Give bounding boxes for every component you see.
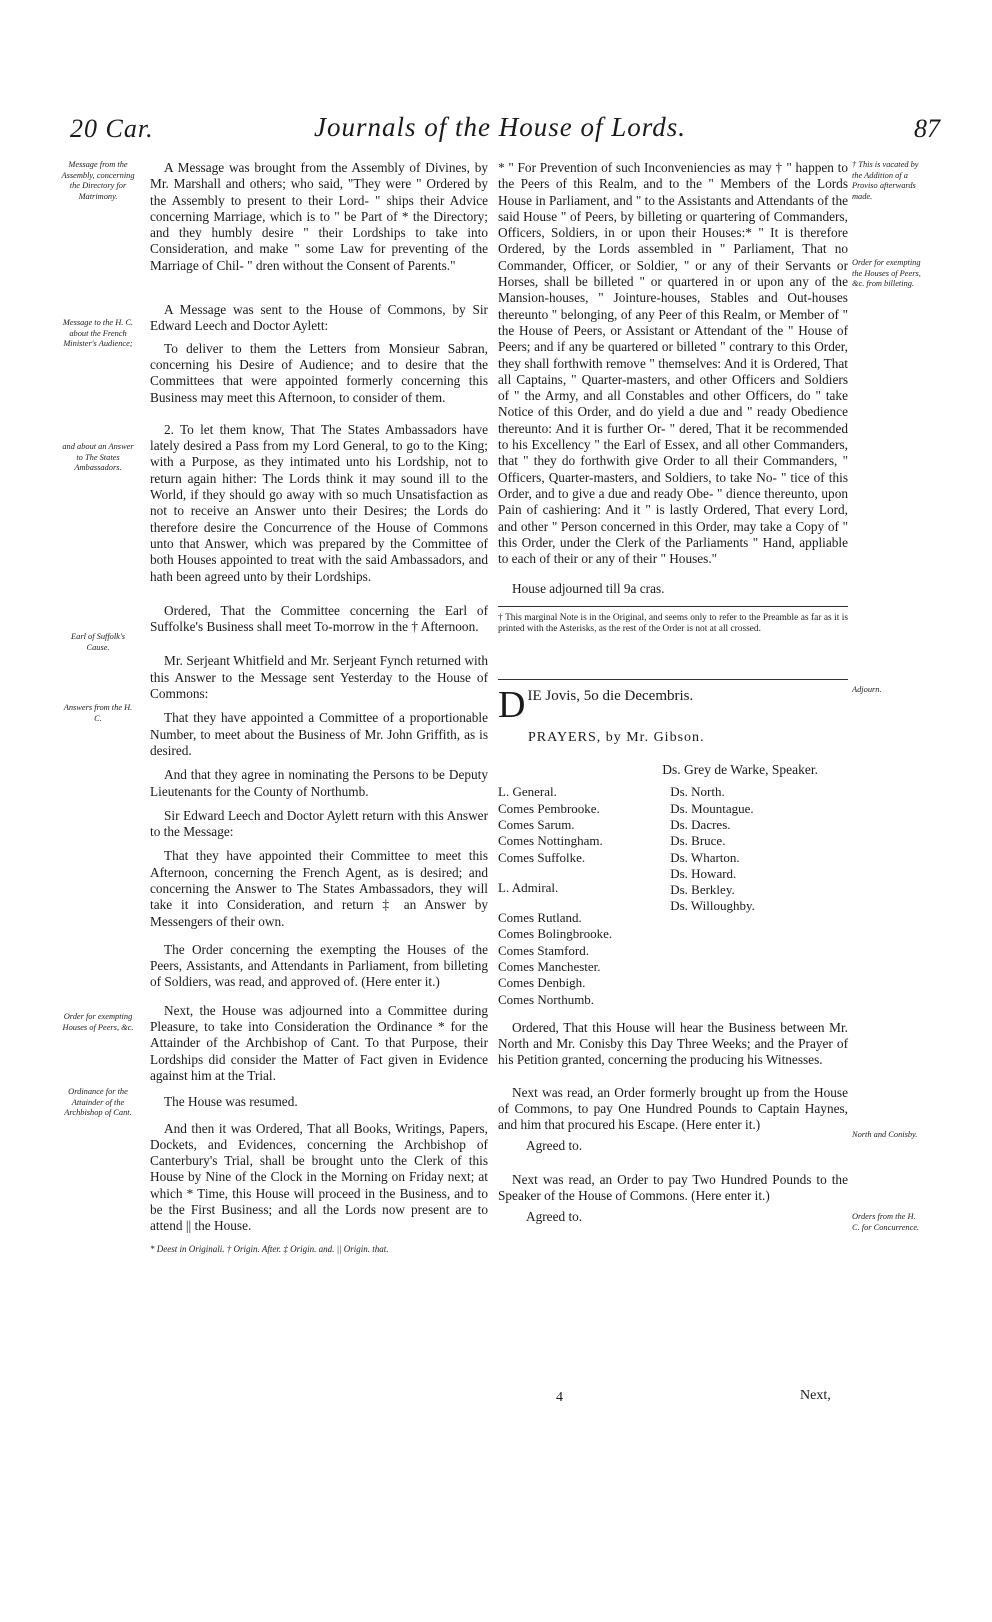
speaker-line: Ds. Grey de Warke, Speaker.: [662, 762, 818, 778]
margin-note: Ordinance for the Attainder of the Archbishop of Cant.: [64, 1087, 132, 1118]
roll-entry: Comes Nottingham.: [498, 833, 603, 849]
roll-entry: Comes Stamford.: [498, 942, 589, 958]
roll-entry: L. General.: [498, 784, 557, 800]
roll-right: [670, 784, 808, 1008]
roll-entry: Comes Bolingbrooke.: [498, 926, 613, 942]
paragraph: That they have appointed their Committee to meet this Afternoon, concerning the French Agent, as is desired; and concerning the Answer to The States Ambassadors, they will take it into Consideration, and return ‡ an Answer by Messengers of their own.: [150, 848, 488, 929]
paragraph: To deliver to them the Letters from Monsieur Sabran, concerning his Desire of Audience; and to desire that the Committees that were appointed formerly concerning this Business may meet this Afternoon, to consider of them.: [150, 340, 488, 405]
roll-entry: Comes Denbigh.: [498, 975, 586, 991]
paragraph: Next was read, an Order formerly brought up from the House of Commons, to pay One Hundred Pounds to Captain Haynes, and him that procured his Escape. (Here enter it.): [498, 1084, 848, 1133]
paragraph: Sir Edward Leech and Doctor Aylett return with this Answer to the Message:: [150, 807, 488, 840]
agreed-line: Agreed to.: [526, 1208, 583, 1224]
margin-note: North and Conisby.: [852, 1130, 918, 1139]
paragraph: Next, the House was adjourned into a Committee during Pleasure, to take into Consideration the Ordinance * for the Attainder of the Archbishop of Cant. To that Purpose, their Lordships did consider the Matter of Fact given in Evidence against him at the Trial.: [150, 1002, 488, 1083]
adjourned-line: House adjourned till 9a cras.: [512, 581, 665, 597]
roll-entry: L. Admiral.: [498, 879, 559, 895]
header-page-number: 87: [914, 114, 940, 143]
paragraph: A Message was brought from the Assembly of Divines, by Mr. Marshall and others; who said, "They were " Ordered by the Assembly to present to their Lord- " ships their Advice concerning Marriage, which is to " be Part of * the Directory; and they humbly desire " their Lordships to take into Consideration, and make " some Law for preventing of the Marriage of Chil- " dren without the Consent of Parents.": [150, 160, 488, 273]
attendance-roll: [498, 784, 848, 1008]
roll-entry: Ds. North.: [670, 784, 725, 800]
right-column: [498, 160, 848, 1231]
page-header: [60, 110, 940, 150]
roll-gap: [498, 866, 670, 880]
margin-note: Answers from the H. C.: [63, 703, 133, 723]
roll-entry: Ds. Howard.: [670, 865, 737, 881]
agreed-line: Agreed to.: [526, 1137, 583, 1153]
paragraph: And that they agree in nominating the Persons to be Deputy Lieutenants for the County of Northumb.: [150, 767, 488, 799]
roll-entry: Comes Suffolke.: [498, 849, 586, 865]
left-column: [150, 160, 488, 1257]
signature-mark: 4: [556, 1390, 563, 1405]
paragraph: Ordered, That the Committee concerning the Earl of Suffolke's Business shall meet To-morrow in the † Afternoon.: [150, 602, 488, 635]
margin-note: Adjourn.: [852, 685, 882, 694]
dateline-text: IE Jovis, 5o die Decembris.: [527, 687, 694, 704]
margin-note: † This is vacated by the Addition of a Proviso afterwards made.: [852, 160, 919, 201]
margin-note: Message from the Assembly, concerning the Directory for Matrimony.: [61, 160, 135, 201]
margin-note: Earl of Suffolk's Cause.: [71, 632, 125, 652]
order-text: * " For Prevention of such Inconveniencies as may † " happen to the Peers of this Realm, and to the " Members of the Lords House in Parliament, and " to the Assistants and Attendants of the said House " of Peers, by billeting or quartering of Commanders, Officers, Soldiers, in or upon their Houses:* " It is therefore Ordered, by the Lords assembled in " Parliament, That no Commander, Officer, or Soldier, " or any of their Servants or Horses, shall be billeted " or quartered in or upon any of the Mansion-houses, " Jointure-houses, Stables and Out-houses thereunto " belonging, of any Peer of this Realm, or Member of " the House of Peers, or Assistant or Attendant of the " House of Peers; and if any be quartered or billeted " contrary to this Order, they shall forthwith remove " themselves: And it is Ordered, That all Captains, " Quarter-masters, and other Officers and Soldiers of " the Army, and all Constables and other Officers, do " take Notice of this Order, and do yield a due and " ready Obedience thereunto: And it is further Or- " dered, That it be recommended to his Excellency " the Earl of Essex, and all other Commanders, that " they do forthwith give Order to all their Commanders, " Officers, Quarter-masters, and Soldiers, to take No- " tice of this Order, and to give a due and ready Obe- " dience thereunto, upon Pain of cashiering: And it " is lastly Ordered, That every Lord, and other " Person concerned in this Order, may take a Copy of " this Order, under the Clerk of the Parliaments " Hand, appliable to each of their or any of their " Houses.": [498, 160, 848, 567]
header-title: Journals of the House of Lords.: [313, 112, 686, 142]
roll-entry: Ds. Willoughby.: [670, 898, 755, 914]
roll-gap: [498, 896, 670, 910]
margin-note: Order for exempting the Houses of Peers, &c. from billeting.: [852, 258, 921, 289]
paragraph: The Order concerning the exempting the Houses of the Peers, Assistants, and Attendants in Parliament, from billeting of Soldiers, was read, and approved of. (Here enter it.): [150, 941, 488, 990]
roll-entry: Comes Sarum.: [498, 816, 575, 832]
roll-entry: Ds. Dacres.: [670, 816, 731, 832]
roll-entry: Comes Pembrooke.: [498, 800, 600, 816]
roll-entry: Comes Northumb.: [498, 991, 595, 1007]
prayers-line: PRAYERS, by Mr. Gibson.: [528, 729, 705, 745]
roll-entry: Ds. Berkley.: [670, 882, 735, 898]
drop-cap: D: [498, 683, 526, 726]
dateline: [498, 683, 848, 726]
header-regnal-year: 20 Car.: [70, 114, 154, 143]
paragraph: 2. To let them know, That The States Ambassadors have lately desired a Pass from my Lord General, to go to the King; with a Purpose, as they intimated unto his Lordship, not to return again hither: The Lords think it may sound ill to the World, if they should go away with so much Unsatisfaction as not to receive an Answer unto their Desires; the Lords do therefore desire the Concurrence of the House of Commons unto that Answer, which was prepared by the Committee of both Houses appointed to treat with the said Ambassadors, and hath been agreed unto by their Lordships.: [150, 421, 488, 584]
margin-note: and about an Answer to The States Ambassadors.: [62, 442, 134, 473]
roll-entry: Comes Rutland.: [498, 910, 582, 926]
roll-entry: Comes Manchester.: [498, 958, 601, 974]
paragraph: That they have appointed a Committee of a proportionable Number, to meet about the Business of Mr. John Griffith, as is desired.: [150, 710, 488, 758]
footnote: † This marginal Note is in the Original, and seems only to refer to the Preamble as far as it is printed with the Asterisks, as the rest of the Order is not at all crossed.: [498, 612, 848, 634]
paragraph: And then it was Ordered, That all Books, Writings, Papers, Dockets, and Evidences, concerning the Archbishop of Canterbury's Trial, shall be brought unto the Clerk of this House by Nine of the Clock in the Morning on Friday next; at which * Time, this House will proceed in the Business, and to be the First Business; and all the Lords now present are to attend || the House.: [150, 1120, 488, 1234]
divider: [498, 606, 848, 607]
paragraph: The House was resumed.: [164, 1094, 298, 1110]
roll-entry: Ds. Mountague.: [670, 800, 754, 816]
roll-entry: Ds. Wharton.: [670, 849, 740, 865]
margin-note: Orders from the H. C. for Concurrence.: [852, 1212, 920, 1232]
paragraph: Mr. Serjeant Whitfield and Mr. Serjeant Fynch returned with this Answer to the Message sent Yesterday to the House of Commons:: [150, 653, 488, 702]
roll-left: [498, 784, 670, 1008]
margin-note: Order for exempting Houses of Peers, &c.: [62, 1012, 134, 1032]
paragraph: Next was read, an Order to pay Two Hundred Pounds to the Speaker of the House of Commons. (Here enter it.): [498, 1171, 848, 1204]
paragraph: Ordered, That this House will hear the Business between Mr. North and Mr. Conisby this Day Three Weeks; and the Prayer of his Petition granted, concerning the producing his Witnesses.: [498, 1019, 848, 1068]
margin-note: Message to the H. C. about the French Minister's Audience;: [62, 318, 134, 349]
divider: [498, 679, 848, 680]
paragraph: A Message was sent to the House of Commons, by Sir Edward Leech and Doctor Aylett:: [150, 302, 488, 334]
roll-entry: Ds. Bruce.: [670, 833, 726, 849]
catchword: Next,: [800, 1388, 831, 1403]
footnote: * Deest in Originali. † Origin. After. ‡ Origin. and. || Origin. that.: [150, 1243, 389, 1254]
